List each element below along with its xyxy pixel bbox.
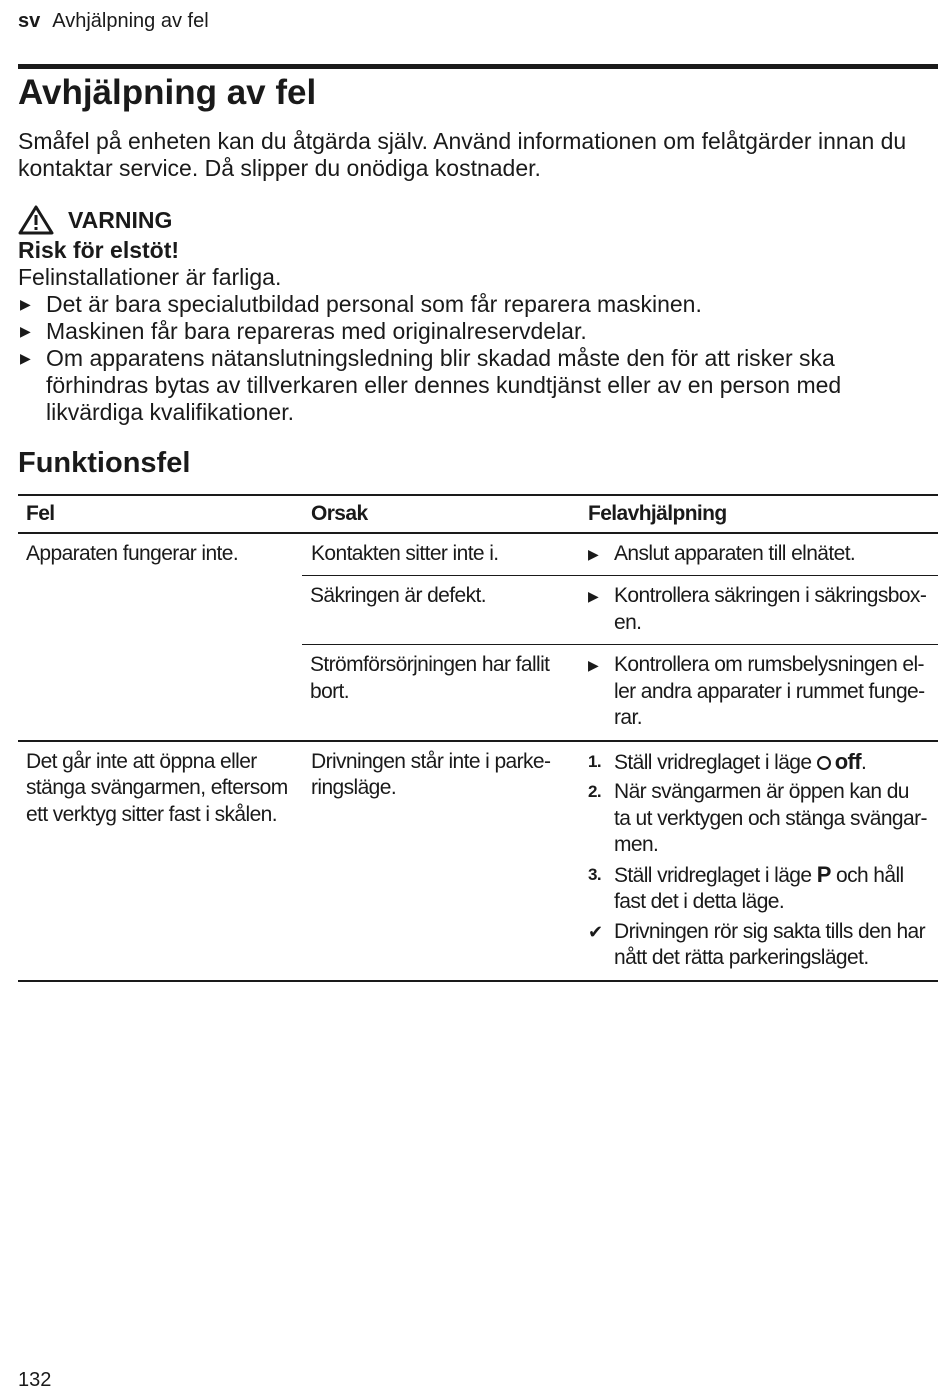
park-position-symbol: P	[816, 861, 831, 887]
fault-table	[18, 494, 938, 982]
page-title: Avhjälpning av fel	[18, 73, 317, 112]
remedy-cell	[579, 741, 938, 981]
off-position-icon	[817, 756, 831, 770]
running-header	[18, 9, 209, 33]
fault-cell: Apparaten fungerar inte.	[26, 541, 239, 565]
header-section: Avhjälpning av fel	[52, 10, 209, 32]
result-item: ✔ Drivningen rör sig sakta tills den har nått det rätta parkeringsläget.	[588, 919, 926, 969]
language-code: sv	[18, 10, 41, 32]
warning-text: Felinstallationer är farliga.	[18, 264, 282, 290]
list-item: ▶ Om apparatens nätanslutningsledning blir skadad måste den för att risker ska förhindras bytas av tillverkaren eller dennes kundtjänst eller av en person med likvärdiga kvalifikationer.	[20, 345, 842, 425]
header-rule	[18, 64, 938, 69]
bullet-arrow-icon: ▶	[588, 545, 599, 562]
column-header-cause: Orsak	[302, 495, 579, 533]
list-item: ▶ Det är bara specialutbildad personal som får reparera maskinen.	[20, 291, 702, 317]
step-item: 2. När svängarmen är öppen kan du ta ut verktygen och stänga svängarmen.	[588, 780, 928, 856]
column-header-remedy: Felavhjälpning	[579, 495, 938, 533]
step-item: 3. Ställ vridreglaget i läge P och håll fast det i detta läge.	[588, 861, 904, 913]
bullet-arrow-icon: ▶	[588, 588, 599, 604]
cause-cell: Strömförsörjningen har fallit bort.	[302, 645, 579, 741]
step-item: 1. Ställ vridreglaget i läge off.	[588, 748, 867, 774]
remedy-cell: ▶ Kontrollera om rumsbelysningen eller andra apparater i rummet fungerar.	[579, 645, 938, 741]
column-header-fault: Fel	[18, 495, 302, 533]
warning-label: VARNING	[68, 206, 173, 233]
bullet-arrow-icon: ▶	[588, 657, 599, 673]
bullet-arrow-icon: ▶	[20, 350, 31, 366]
cause-cell: Drivningen står inte i parkeringsläge.	[302, 741, 579, 981]
warning-title	[18, 203, 928, 237]
intro-paragraph: Småfel på enheten kan du åtgärda själv. Använd informationen om felåtgärder innan du kontaktar service. Då slipper du onödiga kostnader.	[18, 128, 907, 181]
warning-risk: Risk för elstöt!	[18, 237, 180, 263]
section-heading: Funktionsfel	[18, 447, 191, 479]
warning-triangle-icon	[18, 205, 54, 235]
bullet-arrow-icon: ▶	[20, 296, 31, 312]
table-row	[18, 741, 938, 981]
cause-cell: Kontakten sitter inte i.	[311, 541, 499, 565]
fault-cell: Det går inte att öppna eller stänga svängarmen, eftersom ett verktyg sitter fast i skålen.	[18, 741, 302, 981]
list-item: ▶ Maskinen får bara repareras med originalreservdelar.	[20, 318, 587, 344]
checkmark-icon: ✔	[588, 921, 603, 942]
warning-block	[18, 203, 928, 426]
table-row	[18, 533, 938, 576]
remedy-cell: ▶ Anslut apparaten till elnätet.	[579, 533, 938, 576]
bullet-arrow-icon: ▶	[20, 323, 31, 339]
page-number: 132	[18, 1369, 52, 1391]
remedy-cell: ▶ Kontrollera säkringen i säkringsboxen.	[579, 576, 938, 645]
table-header-row	[18, 495, 938, 533]
cause-cell: Säkringen är defekt.	[302, 576, 579, 645]
warning-list	[18, 291, 928, 426]
